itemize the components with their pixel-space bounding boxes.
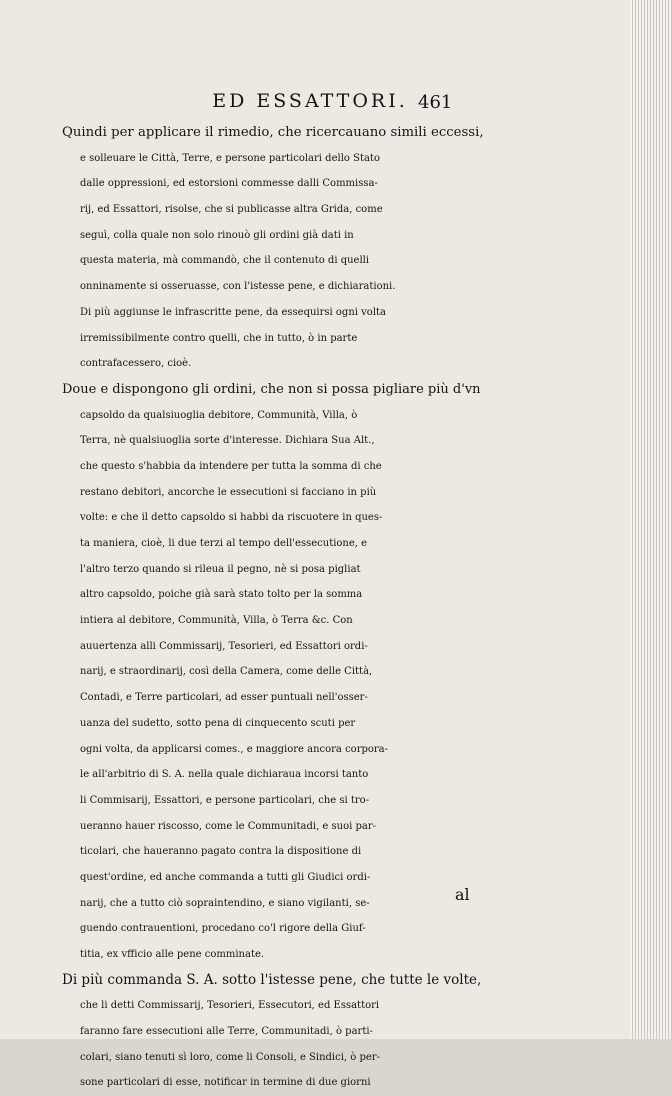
text-line: faranno fare essecutioni alle Terre, Communitadi, ò parti-: [80, 1026, 373, 1038]
text-line: che questo s'habbia da intendere per tutta la somma di che: [80, 460, 382, 472]
text-line: ueranno hauer riscosso, come le Communitadi, e suoi par-: [80, 820, 377, 832]
running-header: ED ESSATTORI.: [212, 90, 408, 112]
text-line: dalle oppressioni, ed estorsioni commesse dalli Commissa-: [80, 178, 378, 190]
text-line: guendo contrauentioni, procedano co'l rigore della Giuf-: [80, 923, 366, 935]
text-line: uanza del sudetto, sotto pena di cinquecento scuti per: [80, 717, 356, 729]
text-line: narij, che a tutto ciò sopraintendino, e siano vigilanti, se-: [80, 897, 370, 909]
text-line: irremissibilmente contro quelli, che in tutto, ò in parte: [80, 332, 358, 344]
text-line: titia, ex vfficio alle pene comminate.: [80, 949, 265, 960]
text-line: Doue e dispongono gli ordini, che non si possa pigliare più d'vn: [62, 381, 481, 397]
text-line: Di più aggiunse le infrascritte pene, da essequirsi ogni volta: [80, 306, 387, 318]
text-line: volte: e che il detto capsoldo si habbi da riscuotere in ques-: [80, 512, 383, 524]
text-line: restano debitori, ancorche le essecutioni si facciano in più: [80, 486, 377, 498]
text-line: li Commisarij, Essattori, e persone particolari, che si tro-: [80, 794, 370, 806]
text-line: ogni volta, da applicarsi comes., e maggiore ancora corpora-: [80, 743, 389, 755]
text-line: narij, e straordinarij, così della Camera, come delle Città,: [80, 666, 373, 678]
page-edge-stack: [630, 0, 672, 1039]
page-number: 461: [418, 92, 453, 113]
text-line: e solleuare le Città, Terre, e persone particolari dello Stato: [80, 152, 380, 164]
text-line: auuertenza alli Commissarij, Tesorieri, ed Essattori ordi-: [80, 640, 368, 652]
text-line: contrafacessero, cioè.: [80, 358, 192, 370]
text-line: colari, siano tenuti sì loro, come li Consoli, e Sindici, ò per-: [80, 1051, 380, 1063]
text-line: Contadi, e Terre particolari, ad esser puntuali nell'osser-: [80, 692, 368, 704]
text-line: capsoldo da qualsiuoglia debitore, Communità, Villa, ò: [80, 409, 358, 421]
text-line: seguì, colla quale non solo rinouò gli ordini già dati in: [80, 229, 354, 241]
text-line: ta maniera, cioè, li due terzi al tempo dell'essecutione, e: [80, 538, 368, 549]
text-line: altro capsoldo, poiche già sarà stato tolto per la somma: [80, 589, 363, 601]
text-line: onninamente si osseruasse, con l'istesse pene, e dichiarationi.: [80, 281, 396, 293]
text-line: Di più commanda S. A. sotto l'istesse pene, che tutte le volte,: [62, 971, 482, 988]
text-line: le all'arbitrio di S. A. nella quale dichiaraua incorsi tanto: [80, 769, 369, 781]
body-text: [62, 120, 482, 1096]
text-line: quest'ordine, ed anche commanda a tutti gli Giudici ordi-: [80, 871, 371, 883]
text-line: questa materia, mà commandò, che il contenuto di quelli: [80, 255, 370, 267]
text-line: intiera al debitore, Communità, Villa, ò Terra &c. Con: [80, 615, 353, 627]
catchword: al: [455, 885, 470, 904]
text-line: l'altro terzo quando si rileua il pegno, nè si posa pigliat: [80, 563, 361, 575]
text-line: Quindi per applicare il rimedio, che ricercauano simili eccessi,: [62, 125, 484, 140]
text-line: Terra, nè qualsiuoglia sorte d'interesse. Dichiara Sua Alt.,: [80, 435, 375, 447]
text-line: sone particolari di esse, notificar in termine di due giorni: [80, 1077, 371, 1089]
text-line: che li detti Commissarij, Tesorieri, Essecutori, ed Essattori: [80, 1000, 380, 1012]
text-line: rij, ed Essattori, risolse, che si publicasse altra Grida, come: [80, 204, 383, 216]
text-line: ticolari, che haueranno pagato contra la dispositione di: [80, 846, 362, 858]
